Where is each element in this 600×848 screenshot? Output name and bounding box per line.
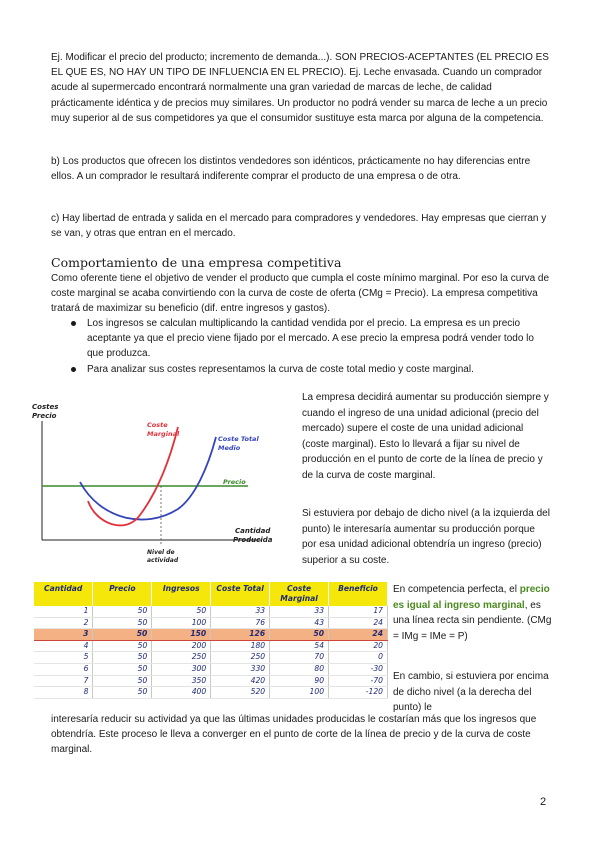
table-cell: -70	[329, 675, 388, 687]
table-row	[34, 617, 388, 629]
table-row	[34, 687, 388, 699]
table-cell: 50	[93, 652, 152, 664]
bullet-list	[69, 316, 549, 377]
col-header-precio: Precio	[93, 582, 152, 606]
table-cell: 420	[211, 675, 270, 687]
table-cell: 50	[93, 606, 152, 617]
marginal-cost-label-line2: Marginal	[147, 430, 180, 438]
table-row	[34, 652, 388, 664]
table-row	[34, 640, 388, 652]
col-header-ingresos: Ingresos	[152, 582, 211, 606]
table-cell: 50	[93, 663, 152, 675]
col-header-coste-marginal: Coste Marginal	[270, 582, 329, 606]
marginal-cost-label: Coste	[147, 421, 168, 429]
table-cell: 50	[152, 606, 211, 617]
col-header-coste-total: Coste Total	[211, 582, 270, 606]
table-cell: 54	[270, 640, 329, 652]
table-cell: 50	[93, 617, 152, 629]
table-cell: 100	[152, 617, 211, 629]
table-cell: 90	[270, 675, 329, 687]
table-cell: 2	[34, 617, 93, 629]
table-cell: 400	[152, 687, 211, 699]
bullet-dot-icon	[71, 321, 76, 326]
x-axis-label-producida: Producida	[233, 536, 273, 544]
marginal-cost-curve	[88, 427, 178, 525]
table-row	[34, 675, 388, 687]
cost-table-container	[34, 582, 388, 699]
table-cell: 50	[93, 629, 152, 641]
table-cell: 200	[152, 640, 211, 652]
table-cell: 150	[152, 629, 211, 641]
y-axis-label-precio: Precio	[32, 412, 57, 420]
table-cell: 1	[34, 606, 93, 617]
table-header-row	[34, 582, 388, 606]
average-total-cost-curve	[80, 437, 216, 520]
average-cost-label: Coste Total	[218, 435, 259, 443]
table-cell: 17	[329, 606, 388, 617]
table-cell: 33	[270, 606, 329, 617]
table-body	[34, 606, 388, 698]
paragraph-example-milk: Ej. Modificar el precio del producto; incremento de demanda...). SON PRECIOS-ACEPTANTES (EL PRECIO ES EL QUE ES, NO HAY UN TIPO DE INFLUENCIA EN EL PRECIO). Ej. Leche envasada. Cuando un comprador acude al supermercado encontrará normalmente una gran variedad de marcas de leche, de calidad prácticamente idéntica y de precios muy similares. Un productor no podrá vender su marca de leche a un precio muy superior al de sus competidores ya que el consumidor sustituye esta marca por alguna de la competencia.	[51, 52, 549, 124]
paragraph-identical-products: b) Los productos que ofrecen los distintos vendedores son idénticos, prácticamente no hay diferencias entre ellos. A un comprador le resultará indiferente comprar el producto de una empresa o de otra.	[51, 156, 531, 183]
table-cell: 50	[93, 687, 152, 699]
section-intro: Como oferente tiene el objetivo de vender el producto que cumpla el coste mínimo marginal. Por eso la curva de coste marginal se acaba convirtiendo con la curva de coste de oferta (CMg = Precio). La empresa competitiva tratará de maximizar su beneficio (dif. entre ingresos y gastos).	[51, 273, 550, 315]
table-cell: 50	[93, 675, 152, 687]
table-cell: -120	[329, 687, 388, 699]
bullet-dot-icon	[71, 367, 76, 372]
bullet-item: Los ingresos se calculan multiplicando la cantidad vendida por el precio. La empresa es un precio aceptante ya que el precio viene fijado por el mercado. A ese precio la empresa podrá vender todo lo que produzca.	[69, 316, 549, 362]
right-text-below-level: Si estuviera por debajo de dicho nivel (a la izquierda del punto) le interesaría aumentar su producción porque por esa unidad adicional obtendría un ingreso (precio) superior a su coste.	[302, 508, 550, 566]
table-cell: 5	[34, 652, 93, 664]
table-cell: 6	[34, 663, 93, 675]
table-cell: 250	[211, 652, 270, 664]
table-cell: -30	[329, 663, 388, 675]
side-text-perfect-competition: En competencia perfecta, el precio es igual al ingreso marginal, es una línea recta sin pendiente. (CMg = IMg = IMe = P)	[393, 584, 552, 642]
table-cell: 24	[329, 629, 388, 641]
table-cell: 250	[152, 652, 211, 664]
cost-table	[34, 582, 388, 699]
table-cell: 350	[152, 675, 211, 687]
table-row	[34, 629, 388, 641]
side-text-above-level: En cambio, si estuviera por encima de dicho nivel (a la derecha del punto) le	[393, 671, 549, 713]
table-cell: 43	[270, 617, 329, 629]
table-row	[34, 606, 388, 617]
right-text-decision: La empresa decidirá aumentar su producción siempre y cuando el ingreso de una unidad adicional (precio del mercado) supere el coste de una unidad adicional (coste marginal). Esto lo llevará a fijar su nivel de producción en el punto de corte de la línea de precio y de la curva de coste marginal.	[302, 392, 549, 481]
closing-paragraph: interesaría reducir su actividad ya que las últimas unidades producidas le costarían más que los ingresos que obtendría. Este proceso le lleva a converger en el punto de corte de la línea de precio y de la curva de coste marginal.	[51, 714, 537, 756]
col-header-beneficio: Beneficio	[329, 582, 388, 606]
table-cell: 180	[211, 640, 270, 652]
page-number: 2	[540, 796, 547, 808]
col-header-cantidad: Cantidad	[34, 582, 93, 606]
price-line-label: Precio	[223, 478, 246, 486]
table-cell: 300	[152, 663, 211, 675]
highlighted-definition: precio es igual al ingreso marginal	[393, 584, 550, 611]
table-cell: 70	[270, 652, 329, 664]
table-cell: 7	[34, 675, 93, 687]
table-cell: 80	[270, 663, 329, 675]
activity-level-label: Nivel de	[147, 549, 175, 556]
table-row	[34, 663, 388, 675]
table-cell: 50	[93, 640, 152, 652]
table-cell: 33	[211, 606, 270, 617]
x-axis-label-cantidad: Cantidad	[235, 527, 271, 535]
cost-curves-figure	[30, 397, 292, 567]
table-cell: 50	[270, 629, 329, 641]
table-cell: 8	[34, 687, 93, 699]
table-cell: 0	[329, 652, 388, 664]
bullet-item: Para analizar sus costes representamos la curva de coste total medio y coste marginal.	[69, 362, 549, 377]
table-cell: 4	[34, 640, 93, 652]
table-cell: 3	[34, 629, 93, 641]
table-cell: 330	[211, 663, 270, 675]
table-cell: 76	[211, 617, 270, 629]
table-cell: 126	[211, 629, 270, 641]
section-heading: Comportamiento de una empresa competitiva	[51, 255, 342, 270]
average-cost-label-line2: Medio	[218, 444, 241, 452]
y-axis-label-costes: Costes	[32, 403, 59, 411]
paragraph-free-entry: c) Hay libertad de entrada y salida en el mercado para compradores y vendedores. Hay empresas que cierran y se van, y otras que entran en el mercado.	[51, 213, 547, 240]
table-cell: 24	[329, 617, 388, 629]
activity-level-label-line2: actividad	[147, 557, 179, 564]
table-cell: 520	[211, 687, 270, 699]
table-cell: 20	[329, 640, 388, 652]
table-cell: 100	[270, 687, 329, 699]
